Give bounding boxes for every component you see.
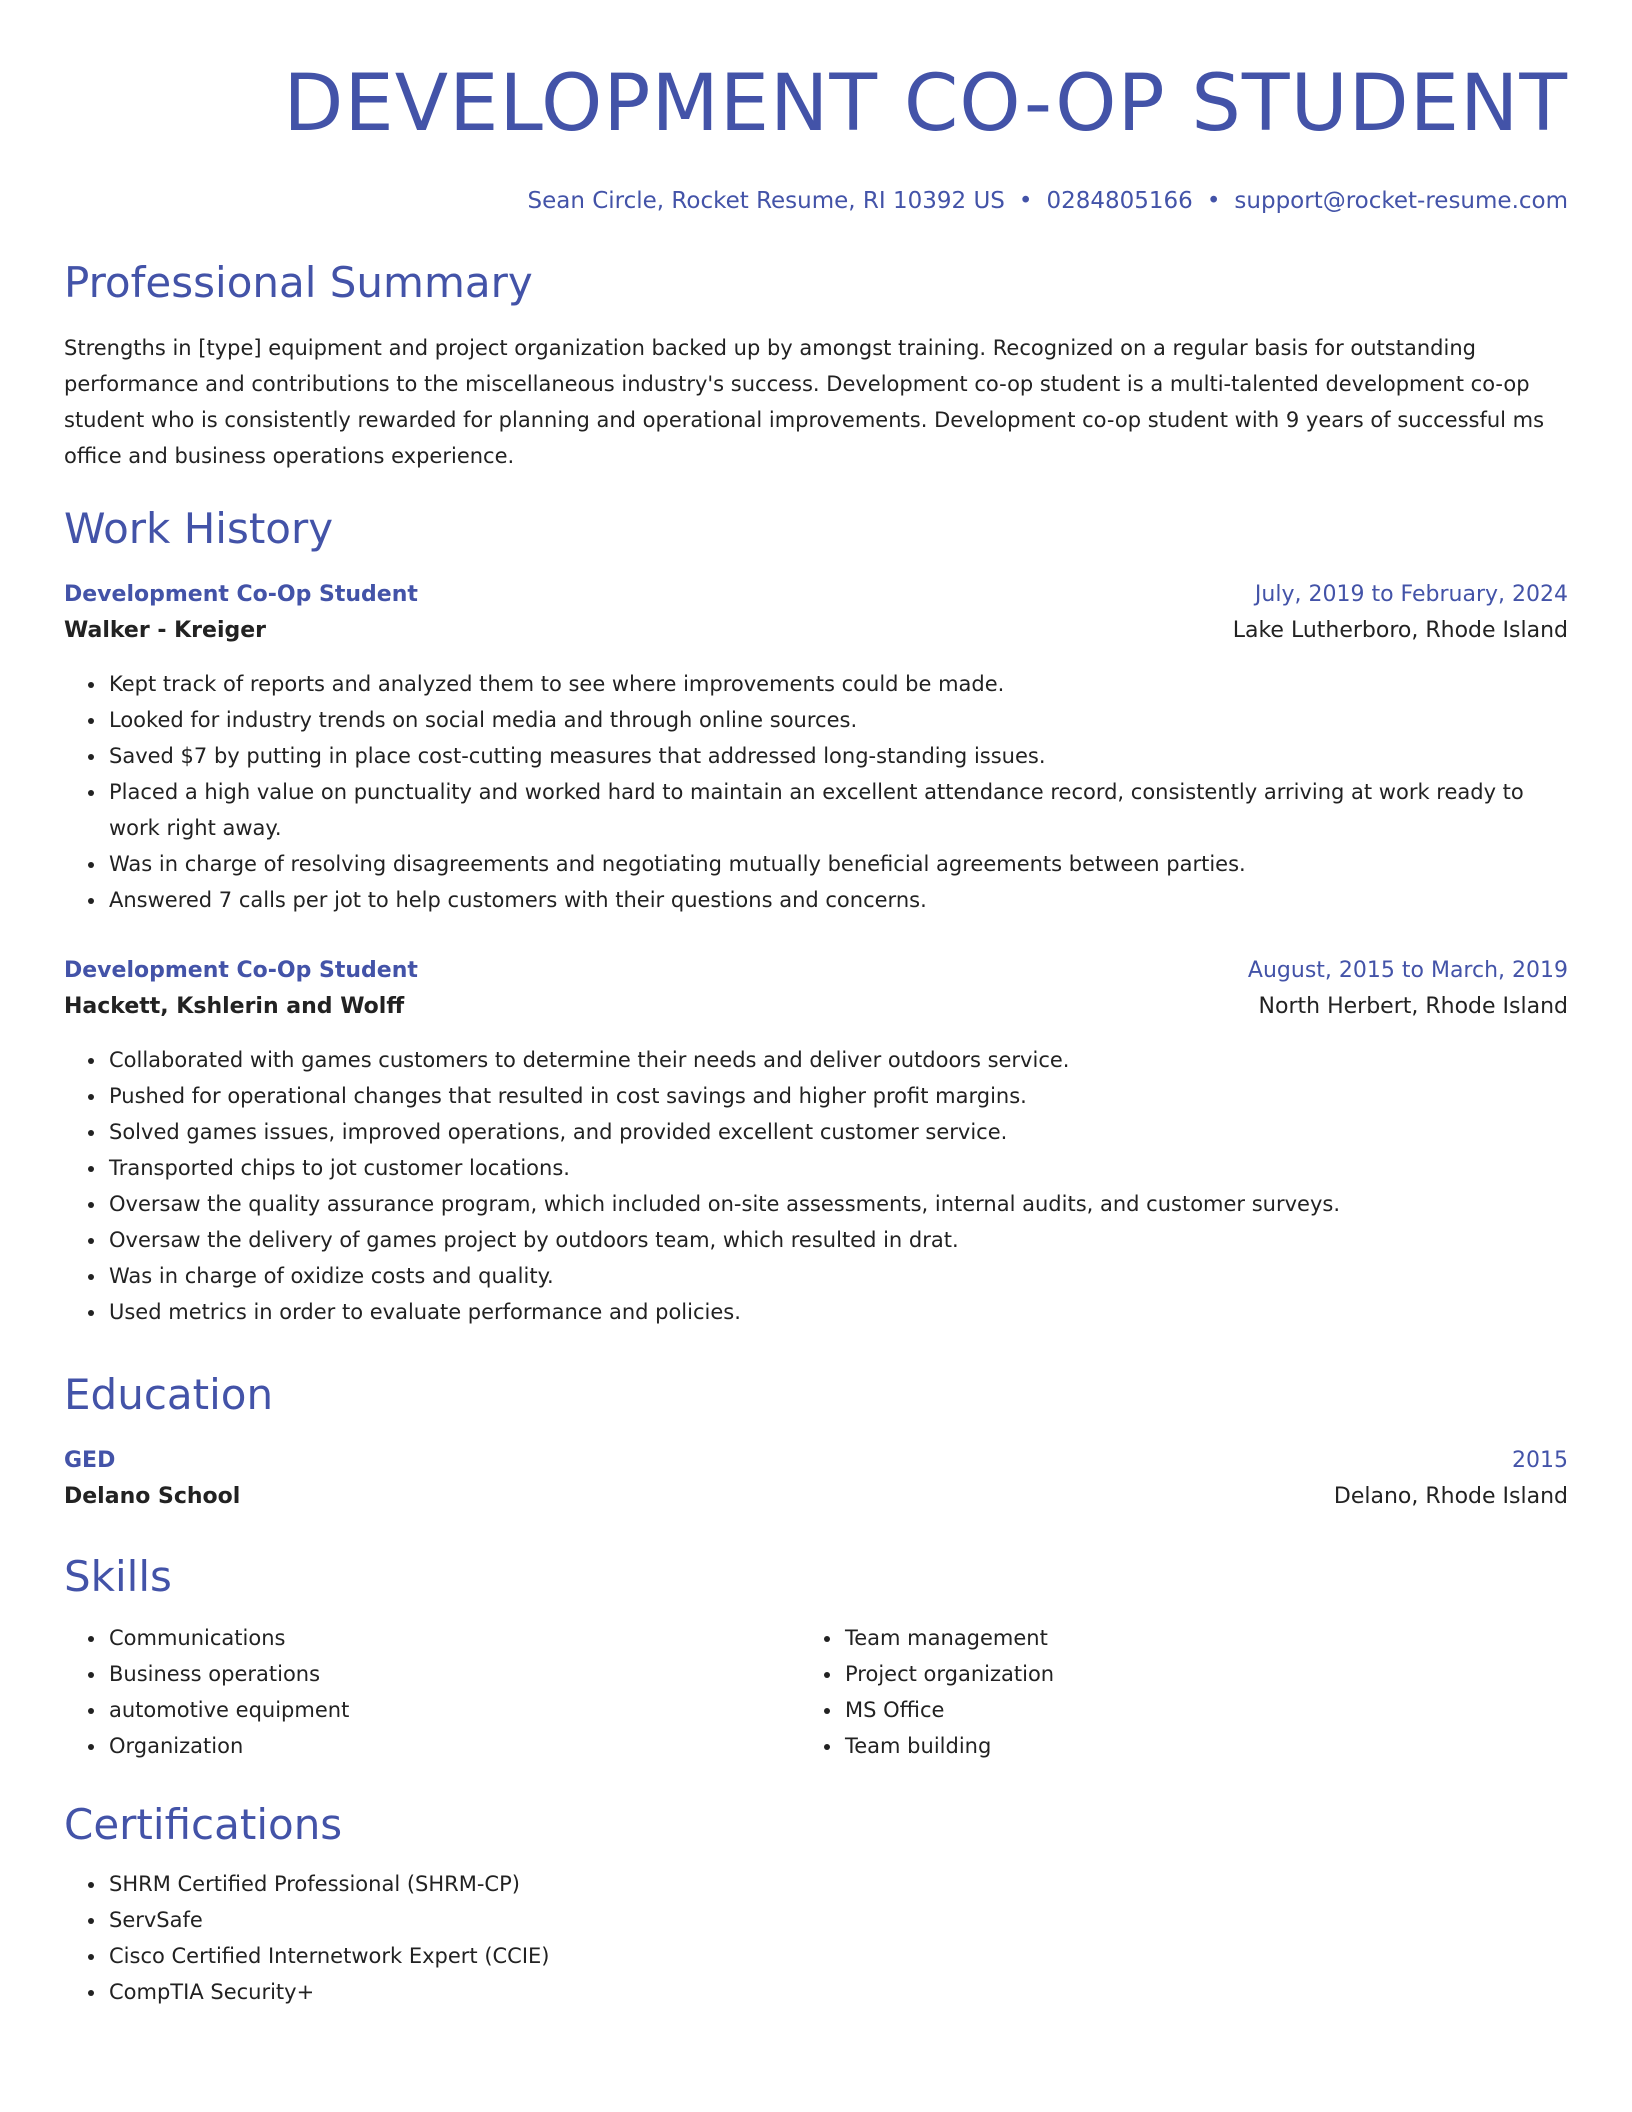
job-title: Development Co-Op Student bbox=[64, 958, 418, 983]
job-bullet: • Answered 7 calls per jot to help customers with their questions and concerns. bbox=[107, 882, 1568, 918]
certification-item: • CompTIA Security+ bbox=[107, 1974, 1568, 2010]
skill-item: • Organization bbox=[107, 1728, 800, 1764]
job-company: Hackett, Kshlerin and Wolff bbox=[64, 994, 405, 1019]
certification-item: • SHRM Certified Professional (SHRM-CP) bbox=[107, 1866, 1568, 1902]
work-history-heading: Work History bbox=[64, 504, 334, 553]
education-location: Delano, Rhode Island bbox=[1333, 1484, 1568, 1509]
education-year: 2015 bbox=[1512, 1448, 1568, 1473]
summary-heading: Professional Summary bbox=[64, 258, 533, 307]
candidate-title: DEVELOPMENT CO-OP STUDENT bbox=[283, 59, 1568, 149]
skills-column-left bbox=[64, 1620, 800, 1764]
job-dates: August, 2015 to March, 2019 bbox=[1247, 958, 1568, 983]
job-company-row bbox=[64, 612, 1568, 650]
certification-item: • Cisco Certified Internetwork Expert (CCIE) bbox=[107, 1938, 1568, 1974]
resume-header bbox=[64, 56, 1568, 216]
job-bullet: • Collaborated with games customers to determine their needs and deliver outdoors service. bbox=[107, 1042, 1568, 1078]
job-bullet-list bbox=[64, 1042, 1568, 1330]
job-bullet: • Oversaw the quality assurance program, which included on-site assessments, internal audits, and customer surveys. bbox=[107, 1186, 1568, 1222]
job-location: Lake Lutherboro, Rhode Island bbox=[1232, 618, 1568, 643]
skills-column-right bbox=[800, 1620, 1536, 1764]
job-bullet: • Transported chips to jot customer locations. bbox=[107, 1150, 1568, 1186]
skills-grid bbox=[64, 1620, 1568, 1764]
certifications-list bbox=[64, 1866, 1568, 2010]
skill-item: • Business operations bbox=[107, 1656, 800, 1692]
job-bullet: • Looked for industry trends on social media and through online sources. bbox=[107, 702, 1568, 738]
skill-item: • Project organization bbox=[843, 1656, 1536, 1692]
job-bullet: • Used metrics in order to evaluate performance and policies. bbox=[107, 1294, 1568, 1330]
education-school: Delano School bbox=[64, 1484, 241, 1509]
job-bullet: • Saved $7 by putting in place cost-cutting measures that addressed long-standing issues. bbox=[107, 738, 1568, 774]
contact-email: support@rocket-resume.com bbox=[1234, 188, 1568, 214]
education-heading: Education bbox=[64, 1370, 274, 1419]
skill-item: • Communications bbox=[107, 1620, 800, 1656]
contact-separator: • bbox=[1018, 188, 1033, 214]
job-bullet-list bbox=[64, 666, 1568, 918]
certification-item: • ServSafe bbox=[107, 1902, 1568, 1938]
job-dates: July, 2019 to February, 2024 bbox=[1254, 582, 1568, 607]
job-location: North Herbert, Rhode Island bbox=[1258, 994, 1568, 1019]
job-bullet: • Kept track of reports and analyzed them to see where improvements could be made. bbox=[107, 666, 1568, 702]
job-bullet: • Was in charge of resolving disagreements and negotiating mutually beneficial agreements between parties. bbox=[107, 846, 1568, 882]
job-header-row bbox=[64, 954, 1568, 988]
job-bullet: • Was in charge of oxidize costs and quality. bbox=[107, 1258, 1568, 1294]
certifications-heading: Certifications bbox=[64, 1800, 343, 1849]
skills-list bbox=[64, 1620, 800, 1764]
contact-address: Sean Circle, Rocket Resume, RI 10392 US bbox=[527, 188, 1005, 214]
skill-item: • Team building bbox=[843, 1728, 1536, 1764]
job-header-row bbox=[64, 578, 1568, 612]
education-school-row bbox=[64, 1478, 1568, 1516]
job-bullet: • Solved games issues, improved operations, and provided excellent customer service. bbox=[107, 1114, 1568, 1150]
job-bullet: • Pushed for operational changes that resulted in cost savings and higher profit margins. bbox=[107, 1078, 1568, 1114]
skills-list bbox=[800, 1620, 1536, 1764]
job-title: Development Co-Op Student bbox=[64, 582, 418, 607]
contact-separator: • bbox=[1206, 188, 1221, 214]
job-company-row bbox=[64, 988, 1568, 1026]
skill-item: • Team management bbox=[843, 1620, 1536, 1656]
skill-item: • MS Office bbox=[843, 1692, 1536, 1728]
skill-item: • automotive equipment bbox=[107, 1692, 800, 1728]
skills-heading: Skills bbox=[64, 1552, 172, 1601]
job-entry bbox=[64, 954, 1568, 1330]
job-bullet: • Oversaw the delivery of games project by outdoors team, which resulted in drat. bbox=[107, 1222, 1568, 1258]
education-header-row bbox=[64, 1444, 1568, 1478]
summary-text: Strengths in [type] equipment and project organization backed up by amongst training. Recognized on a regular basis for outstanding performance and contributions to the miscellaneous industry's success. Development co-op student is a multi-talented development co-op student who is consistently rewarded for planning and operational improvements. Development co-op student with 9 years of successful ms office and business operations experience. bbox=[64, 336, 1545, 468]
job-entry bbox=[64, 578, 1568, 918]
education-entry bbox=[64, 1444, 1568, 1516]
education-degree: GED bbox=[64, 1448, 116, 1473]
contact-line bbox=[64, 186, 1568, 216]
contact-phone: 0284805166 bbox=[1046, 188, 1193, 214]
job-bullet: • Placed a high value on punctuality and worked hard to maintain an excellent attendance record, consistently arriving at work ready to work right away. bbox=[107, 774, 1568, 846]
job-company: Walker - Kreiger bbox=[64, 618, 267, 643]
